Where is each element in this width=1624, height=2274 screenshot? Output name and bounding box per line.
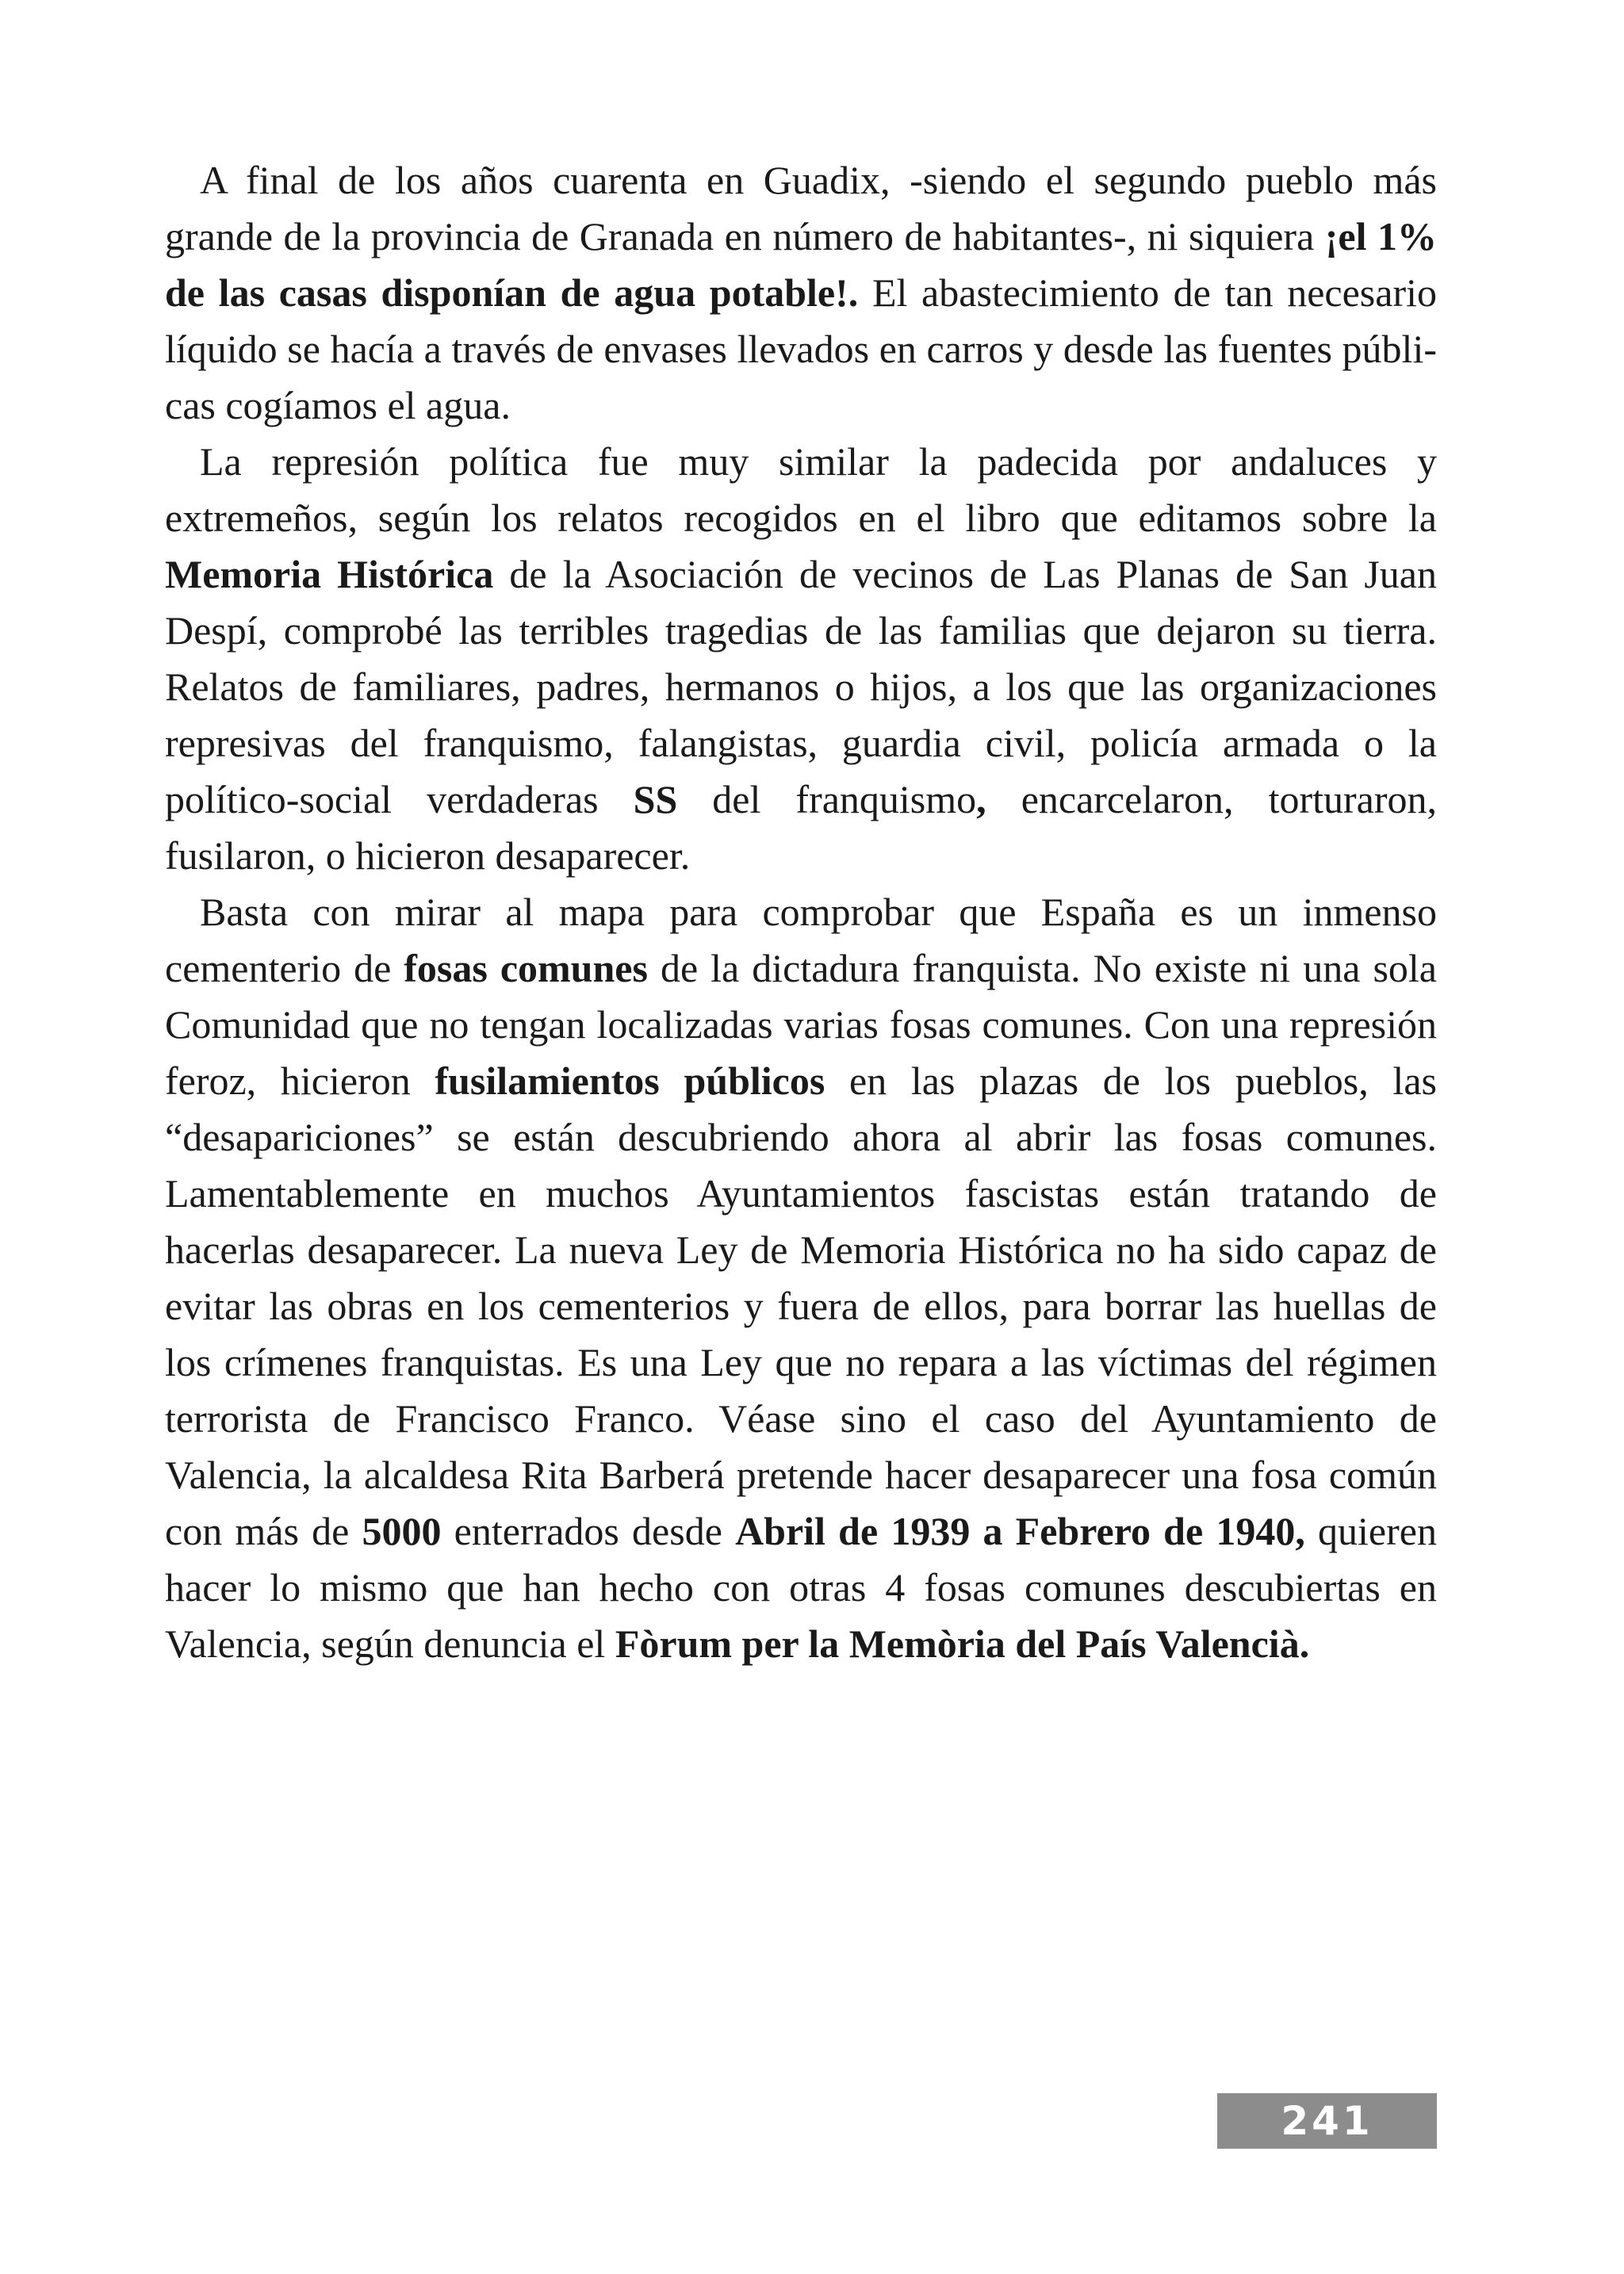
paragraph-2-run-3: de la Asociación de vecinos de Las Planas de San Juan Despí, comprobé las terribles tragedias de las familias que dejaron su tierra. Relatos de familiares, padres, hermanos o hijos, a los que las organizaciones represivas del franquismo, falangistas, guardia civil, policía armada o la político-social verdaderas <box>165 552 1437 821</box>
paragraph-2-run-6: , <box>976 777 986 821</box>
paragraph-3-run-4: fusilamientos públicos <box>435 1059 825 1103</box>
page-number-bar <box>1217 2093 1437 2149</box>
paragraph-1-run-2: ¡el 1% de las casas disponían de agua potable!. <box>165 214 1437 315</box>
paragraph-1-run-1: A final de los años cuarenta en Guadix, -siendo el segundo pueblo más grande de la provincia de Granada en número de habitantes-, ni siquiera <box>165 158 1437 258</box>
paragraph-3-run-3: de la dictadura franquista. No existe ni una sola Comunidad que no tengan localizadas varias fosas comunes. Con una represión feroz, hicieron <box>165 946 1437 1103</box>
paragraph-3-run-8: Abril de 1939 a Febrero de 1940, <box>735 1509 1305 1553</box>
paragraph-3-run-9: quieren hacer lo mismo que han hecho con otras 4 fosas comunes descubiertas en Valencia, según denuncia el <box>165 1509 1437 1666</box>
page-body <box>165 152 1437 1672</box>
paragraph-3-run-10: Fòrum per la Memòria del País Valencià. <box>615 1621 1310 1666</box>
paragraph-3-run-1: Basta con mirar al mapa para comprobar que España es un inmenso cementerio de <box>165 890 1437 990</box>
paragraph-3-run-6: 5000 <box>362 1509 442 1553</box>
paragraph-3-run-2: fosas comunes <box>404 946 648 990</box>
paragraph-2-run-1: La represión política fue muy similar la padecida por andaluces y extremeños, según los relatos recogidos en el libro que editamos sobre la <box>165 439 1437 540</box>
paragraph-2-run-7: encarcelaron, torturaron, fusilaron, o hicieron desaparecer. <box>165 777 1437 878</box>
paragraph-1 <box>165 152 1437 434</box>
paragraph-1-run-3: El abastecimiento de tan necesario líquido se hacía a través de envases llevados en carros y desde las fuentes públicas cogíamos el agua. <box>165 270 1437 427</box>
paragraph-2-run-5: del franquismo <box>677 777 977 821</box>
paragraph-2 <box>165 434 1437 884</box>
paragraph-3 <box>165 884 1437 1672</box>
paragraph-3-run-5: en las plazas de los pueblos, las “desapariciones” se están descubriendo ahora al abrir las fosas comunes. Lamentablemente en muchos Ayuntamientos fascistas están tratando de hacerlas desaparecer. La nueva Ley de Memoria Histórica no ha sido capaz de evitar las obras en los cementerios y fuera de ellos, para borrar las huellas de los crímenes franquistas. Es una Ley que no repara a las víctimas del régimen terrorista de Francisco Franco. Véase sino el caso del Ayuntamiento de Valencia, la alcaldesa Rita Barberá pretende hacer desaparecer una fosa común con más de <box>165 1059 1437 1553</box>
paragraph-2-run-4: SS <box>633 777 678 821</box>
paragraph-3-run-7: enterrados desde <box>441 1509 736 1553</box>
page-number: 241 <box>1281 2098 1373 2144</box>
paragraph-2-run-2: Memoria Histórica <box>165 552 494 596</box>
